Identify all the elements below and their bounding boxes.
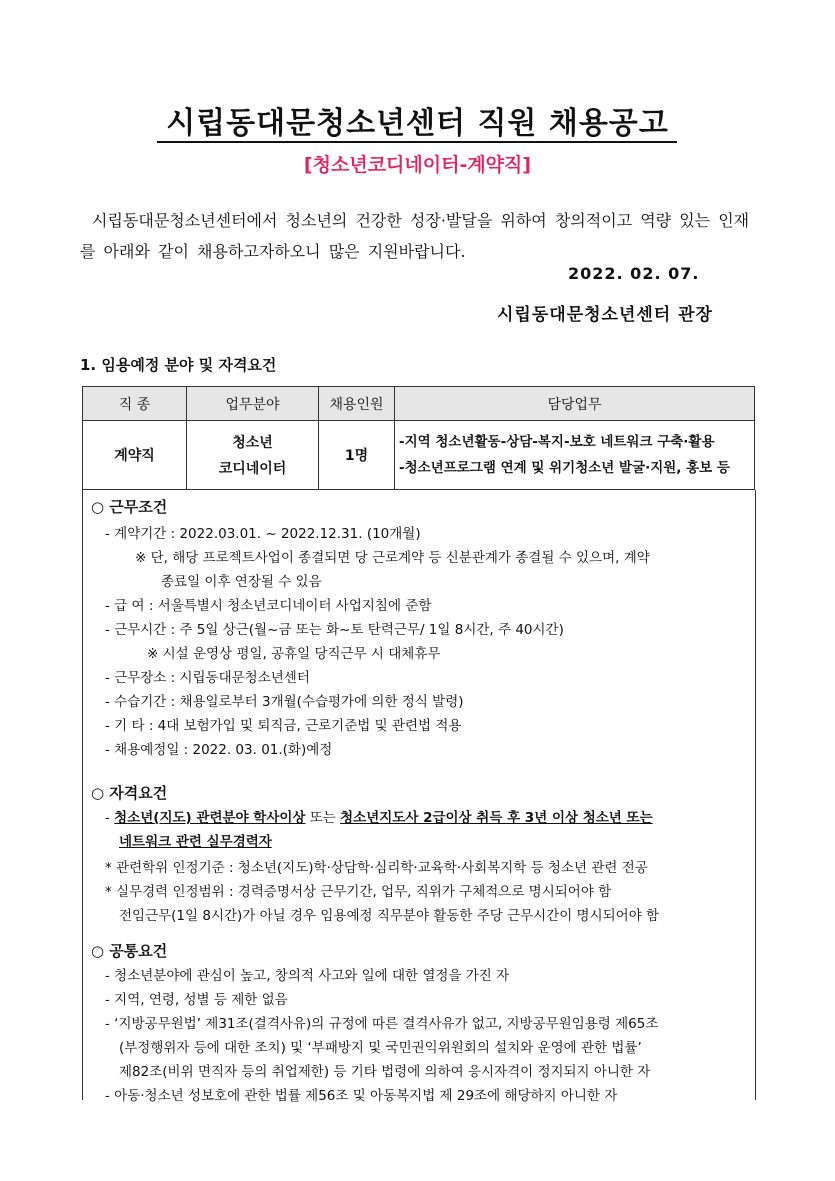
- common-4: - 아동·청소년 성보호에 관한 법률 제56조 및 아동복지법 제 29조에 해당하지 아니한 자: [105, 1088, 618, 1104]
- common-3b: (부정행위자 등에 대한 조치) 및 ‘부패방지 및 국민권익위원회의 설치와 운영에 관한 법률’: [119, 1040, 642, 1056]
- common-3a: - ‘지방공무원법’ 제31조(결격사유)의 규정에 따른 결격사유가 없고, 지방공무원임용령 제65조: [105, 1016, 659, 1032]
- header-count: 채용인원: [319, 387, 395, 421]
- title-underline: [157, 141, 677, 143]
- work-contract: - 계약기간 : 2022.03.01. ~ 2022.12.31. (10개월): [105, 526, 421, 542]
- work-probation: - 수습기간 : 채용일로부터 3개월(수습평가에 의한 정식 발령): [105, 694, 464, 710]
- qual-degree-req: 청소년(지도) 관련분야 학사이상: [114, 810, 306, 826]
- table-row: [83, 421, 755, 490]
- issuer: 시립동대문청소년센터 관장: [497, 305, 713, 325]
- cell-count: 1명: [319, 421, 395, 490]
- field-line-1: 청소년: [232, 435, 273, 451]
- qual-line-1: [105, 806, 653, 826]
- common-1: - 청소년분야에 관심이 높고, 창의적 사고와 일에 대한 열정을 가진 자: [105, 968, 510, 984]
- field-line-2: 코디네이터: [218, 461, 287, 477]
- section-1-title: 1. 임용예정 분야 및 자격요건: [80, 356, 277, 374]
- work-pay: - 급 여 : 서울특별시 청소년코디네이터 사업지침에 준함: [105, 598, 432, 614]
- work-note-1a: ※ 단, 해당 프로젝트사업이 종결되면 당 근로계약 등 신분관계가 종결될 수 있으며, 계약: [135, 550, 650, 566]
- work-heading: ○ 근무조건: [91, 498, 168, 516]
- work-start: - 채용예정일 : 2022. 03. 01.(화)예정: [105, 742, 333, 758]
- qual-license-req: 청소년지도사 2급이상 취득 후 3년 이상 청소년 또는: [340, 810, 653, 826]
- qual-dash: -: [105, 810, 115, 826]
- table-header-row: [83, 387, 755, 421]
- qual-exp-2: 전임근무(1일 8시간)가 아닐 경우 임용예정 직무분야 활동한 주당 근무시간이 명시되어야 함: [119, 908, 660, 924]
- common-heading: ○ 공통요건: [91, 942, 168, 960]
- qual-line-2: 네트워크 관련 실무경력자: [119, 834, 272, 850]
- work-note-2: ※ 시설 운영상 평일, 공휴일 당직근무 시 대체휴무: [147, 646, 441, 662]
- header-type: 직 종: [83, 387, 187, 421]
- common-3c: 제82조(비위 면직자 등의 취업제한) 등 기타 법령에 의하여 응시자격이 정지되지 아니한 자: [119, 1064, 651, 1080]
- qual-degree: * 관련학위 인정기준 : 청소년(지도)학·상담학·심리학·교육학·사회복지학 등 청소년 관련 전공: [105, 860, 648, 876]
- qual-or: 또는: [305, 810, 341, 826]
- recruit-table: [82, 386, 755, 490]
- header-duties: 담당업무: [395, 387, 755, 421]
- cell-field: [187, 421, 319, 490]
- qual-exp-1: * 실무경력 인정범위 : 경력증명서상 근무기간, 업무, 직위가 구체적으로 명시되어야 함: [105, 884, 612, 900]
- page-title: 시립동대문청소년센터 직원 채용공고: [166, 106, 669, 141]
- intro-paragraph: 시립동대문청소년센터에서 청소년의 건강한 성장·발달을 위하여 창의적이고 역량 있는 인재를 아래와 같이 채용하고자하오니 많은 지원바랍니다.: [80, 211, 750, 261]
- conditions-box: [82, 490, 756, 1104]
- work-hours: - 근무시간 : 주 5일 상근(월~금 또는 화~토 탄력근무/ 1일 8시간, 주 40시간): [105, 622, 564, 638]
- qual-heading: ○ 자격요건: [91, 784, 168, 802]
- work-etc: - 기 타 : 4대 보험가입 및 퇴직금, 근로기준법 및 관련법 적용: [105, 718, 462, 734]
- duty-1: -지역 청소년활동-상담-복지-보호 네트워크 구축·활용: [399, 434, 715, 450]
- common-2: - 지역, 연령, 성별 등 제한 없음: [105, 992, 288, 1008]
- cell-duties: [395, 421, 755, 490]
- subtitle: [청소년코디네이터-계약직]: [303, 154, 532, 176]
- header-field: 업무분야: [187, 387, 319, 421]
- work-note-1b: 종료일 이후 연장될 수 있음: [161, 574, 322, 590]
- cell-type: 계약직: [83, 421, 187, 490]
- duty-2: -청소년프로그램 연계 및 위기청소년 발굴·지원, 홍보 등: [399, 460, 730, 476]
- work-place: - 근무장소 : 시립동대문청소년센터: [105, 670, 310, 686]
- notice-date: 2022. 02. 07.: [568, 264, 700, 283]
